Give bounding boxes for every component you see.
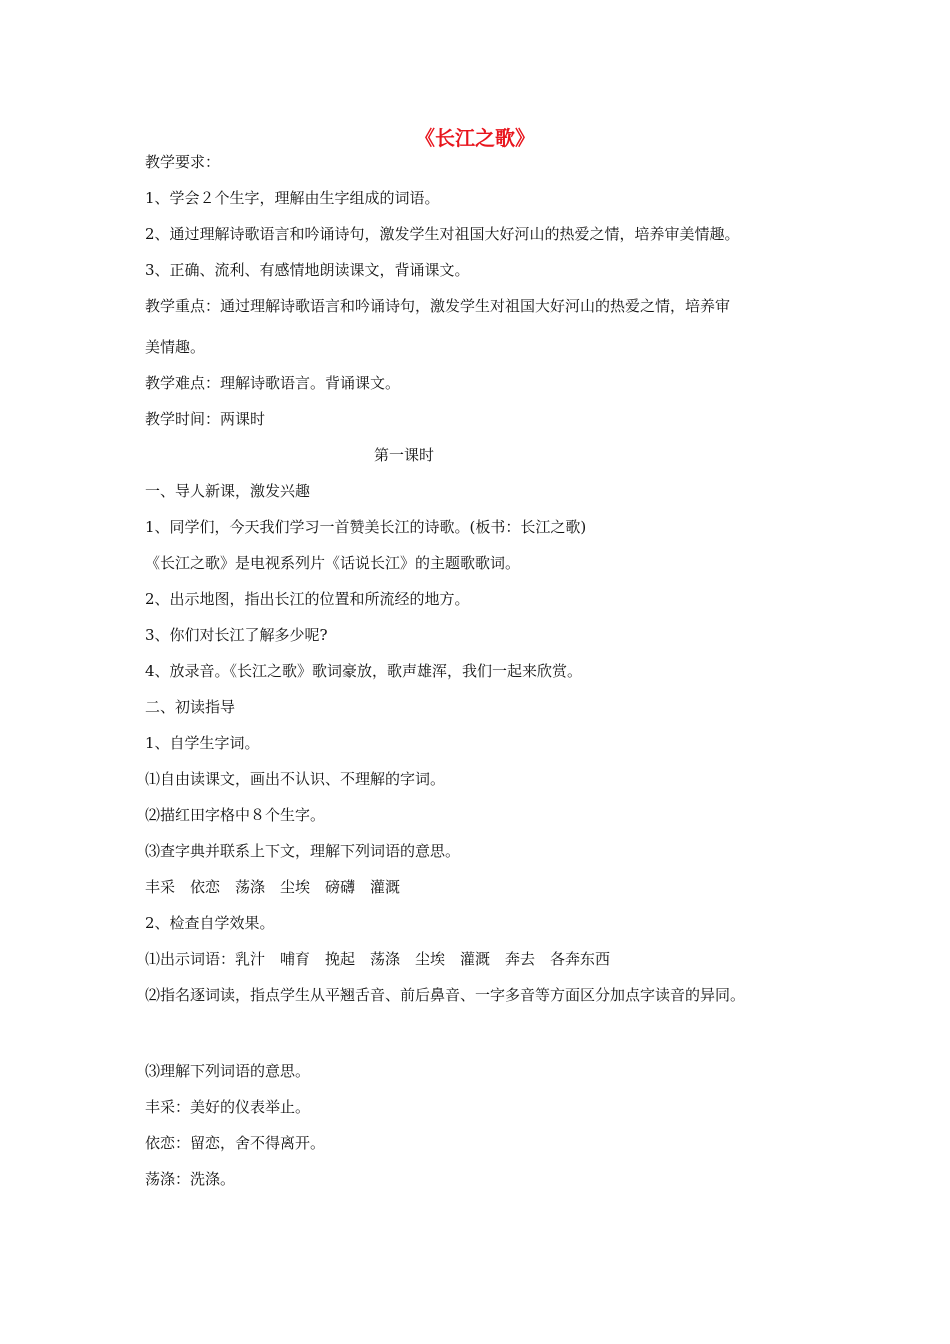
requirement-item-1: 1、学会２个生字，理解由生字组成的词语。	[145, 189, 440, 207]
intro-step-1: 1、同学们，今天我们学习一首赞美长江的诗歌。(板书：长江之歌)	[145, 518, 587, 536]
intro-step-3: 3、你们对长江了解多少呢?	[145, 626, 328, 644]
teaching-difficulty: 教学难点：理解诗歌语言。背诵课文。	[145, 374, 401, 392]
definition-dangdi: 荡涤：洗涤。	[145, 1170, 236, 1188]
section-heading-reading: 二、初读指导	[145, 698, 236, 716]
definition-yilian: 依恋：留恋，舍不得离开。	[145, 1134, 326, 1152]
requirement-item-2: 2、通过理解诗歌语言和吟诵诗句，激发学生对祖国大好河山的热爱之情，培养审美情趣。	[145, 225, 740, 243]
check-substep-3: ⑶理解下列词语的意思。	[145, 1062, 311, 1080]
teaching-focus-continued: 美情趣。	[145, 338, 206, 356]
check-substep-1: ⑴出示词语：乳汁 哺育 挽起 荡涤 尘埃 灌溉 奔去 各奔东西	[145, 950, 611, 968]
teaching-requirements-heading: 教学要求：	[145, 153, 221, 171]
reading-substep-2: ⑵描红田字格中８个生字。	[145, 806, 326, 824]
document-title: 《长江之歌》	[415, 126, 535, 150]
intro-step-2: 2、出示地图，指出长江的位置和所流经的地方。	[145, 590, 470, 608]
reading-step-1: 1、自学生字词。	[145, 734, 260, 752]
reading-substep-3: ⑶查字典并联系上下文，理解下列词语的意思。	[145, 842, 461, 860]
check-substep-2: ⑵指名逐词读，指点学生从平翘舌音、前后鼻音、一字多音等方面区分加点字读音的异同。	[145, 986, 746, 1004]
section-heading-intro: 一、导人新课，激发兴趣	[145, 482, 311, 500]
intro-step-4: 4、放录音。《长江之歌》歌词豪放，歌声雄浑，我们一起来欣赏。	[145, 662, 583, 680]
vocabulary-list: 丰采 依恋 荡涤 尘埃 磅礴 灌溉	[145, 878, 401, 896]
reading-substep-1: ⑴自由读课文，画出不认识、不理解的字词。	[145, 770, 446, 788]
requirement-item-3: 3、正确、流利、有感情地朗读课文，背诵课文。	[145, 261, 470, 279]
teaching-time: 教学时间：两课时	[145, 410, 266, 428]
lesson-heading: 第一课时	[373, 446, 434, 464]
teaching-focus: 教学重点：通过理解诗歌语言和吟诵诗句，激发学生对祖国大好河山的热爱之情，培养审	[145, 297, 731, 315]
intro-note: 《长江之歌》是电视系列片《话说长江》的主题歌歌词。	[145, 554, 521, 572]
definition-fengcai: 丰采：美好的仪表举止。	[145, 1098, 311, 1116]
reading-step-2: 2、检查自学效果。	[145, 914, 275, 932]
